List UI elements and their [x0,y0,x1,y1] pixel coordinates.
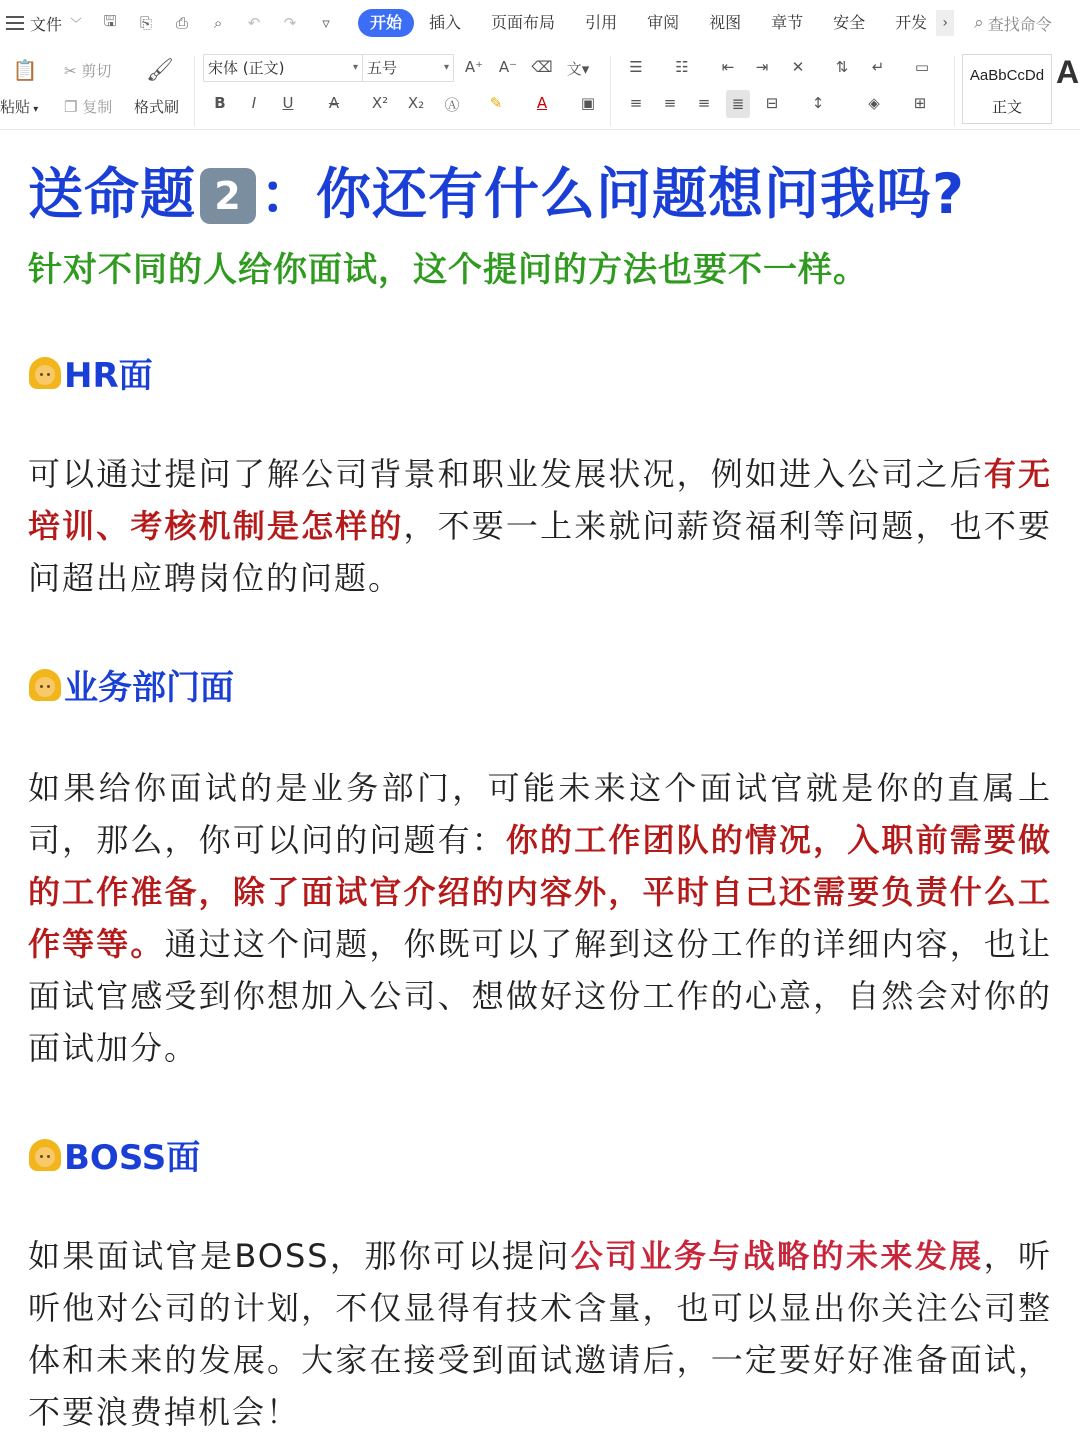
style-normal[interactable] [962,54,1052,124]
menu-bar [0,0,1080,46]
cut-button[interactable]: ✂ 剪切 [64,62,112,80]
align-left-icon[interactable]: ≡ [629,94,643,112]
numbered-list-icon[interactable]: ☷ [675,58,689,76]
borders-icon[interactable]: ⊞ [913,94,927,112]
divider [954,56,955,126]
align-center-icon[interactable]: ≡ [663,94,677,112]
section-heading-hr: HR面 [28,348,153,397]
tab-references[interactable]: 引用 [585,13,618,32]
paste-button[interactable]: 粘贴 ▾ [0,98,39,116]
page-subtitle: 针对不同的人给你面试，这个提问的方法也要不一样。 [28,250,868,290]
tab-review[interactable]: 审阅 [647,13,680,32]
phonetic-guide-icon[interactable]: 文▾ [566,60,590,78]
decrease-font-size-icon[interactable]: A⁻ [498,58,518,76]
woman-emoji-icon [28,356,62,390]
style-heading-partial[interactable]: A [1056,54,1080,90]
section-paragraph-boss: 如果面试官是BOSS，那你可以提问公司业务与战略的未来发展，听听他对公司的计划，不仅显得有技术含量，也可以显出你关注公司整体和未来的发展。大家在接受到面试邀请后，一定要好好准备面试，不要浪费掉机会！ [28,1237,1052,1431]
chinese-layout-icon[interactable]: ✕ [791,58,805,76]
command-search[interactable] [974,12,1052,35]
redo-icon[interactable]: ↷ [283,14,297,32]
clear-formatting-icon[interactable]: ⌫ [531,58,553,76]
style-label: 正文 [991,98,1022,116]
font-size-select[interactable]: 五号 ▾ [362,54,454,82]
increase-font-size-icon[interactable]: A⁺ [464,58,484,76]
woman-emoji-icon [28,1138,62,1172]
search-icon: ⌕ [974,13,984,33]
increase-indent-icon[interactable]: ⇥ [755,58,769,76]
chevron-down-icon: ▾ [443,62,449,73]
undo-icon[interactable]: ↶ [247,14,261,32]
strikethrough-button[interactable]: A [328,94,340,112]
bold-button[interactable]: B [214,94,226,112]
print-icon[interactable]: ⎙ [176,14,189,32]
tab-chapter[interactable]: 章节 [771,13,804,32]
export-pdf-icon[interactable]: ⎘ [140,14,153,32]
distributed-align-icon[interactable]: ⊟ [765,94,779,112]
divider [610,56,611,126]
line-spacing-icon[interactable]: ↕ [811,94,825,112]
subscript-button[interactable]: X₂ [407,94,425,112]
table-tools-icon[interactable]: ▭ [914,58,930,76]
hamburger-menu-icon[interactable] [6,16,24,30]
font-color-icon[interactable]: A [536,94,548,112]
show-marks-icon[interactable]: ↵ [871,58,885,76]
customize-quick-access-icon[interactable]: ▿ [322,14,330,32]
align-right-icon[interactable]: ≡ [697,94,711,112]
keycap-number-icon: 2 [200,168,256,224]
copy-icon: ❐ [64,98,78,116]
character-border-icon[interactable]: ▣ [580,94,596,112]
superscript-button[interactable]: X² [371,94,389,112]
ribbon-tabs [358,9,954,37]
save-icon[interactable]: 🖫 [103,11,117,30]
section-paragraph-hr: 可以通过提问了解公司背景和职业发展状况，例如进入公司之后有无培训、考核机制是怎样的，不要一上来就问薪资福利等问题，也不要问超出应聘岗位的问题。 [28,455,1052,597]
home-toolbar [0,46,1080,130]
paste-icon[interactable]: 📋 [12,58,38,82]
woman-emoji-icon [28,668,62,702]
command-search-placeholder: 查找命令 [987,14,1052,34]
format-painter-button[interactable]: 格式刷 [134,98,180,116]
tab-home[interactable]: 开始 [358,9,414,37]
tab-view[interactable]: 视图 [709,13,742,32]
tab-security[interactable]: 安全 [833,13,866,32]
tab-developer[interactable]: 开发 [895,13,928,32]
scissors-icon: ✂ [64,62,77,80]
tab-insert[interactable]: 插入 [429,13,462,32]
font-family-select[interactable]: 宋体 (正文) ▾ [203,54,363,82]
section-paragraph-business: 如果给你面试的是业务部门，可能未来这个面试官就是你的直属上司，那么，你可以问的问题有：你的工作团队的情况，入职前需要做的工作准备，除了面试官介绍的内容外，平时自己还需要负责什么工作等等。通过这个问题，你既可以了解到这份工作的详细内容，也让面试官感受到你想加入公司、想做好这份工作的心意，自然会对你的面试加分。 [28,769,1052,1067]
text-effects-icon[interactable]: Ⓐ [444,96,460,114]
underline-button[interactable]: U [282,94,294,112]
style-preview: AaBbCcDd [969,67,1045,84]
section-heading-business: 业务部门面 [28,660,234,709]
print-preview-icon[interactable]: ⌕ [213,14,223,32]
copy-button[interactable]: ❐ 复制 [64,98,113,116]
highlight-text: 公司业务与战略的未来发展 [570,1237,984,1275]
justify-icon[interactable]: ≣ [726,90,750,118]
tabs-scroll-right-icon[interactable]: › [936,10,954,36]
divider [194,56,195,126]
format-painter-icon[interactable]: 🖌 [146,58,174,83]
italic-button[interactable]: I [251,94,257,112]
sort-icon[interactable]: ⇅ [835,58,849,76]
page-title: 送命题 2 ：你还有什么问题想问我吗? [28,162,965,226]
tab-page-layout[interactable]: 页面布局 [491,13,556,32]
decrease-indent-icon[interactable]: ⇤ [721,58,735,76]
chevron-down-icon: ▾ [352,62,358,73]
highlight-color-icon[interactable]: ✎ [489,94,503,112]
highlight-text: 你的工作团队的情况，入职前需要做的工作准备，除了面试官介绍的内容外，平时自己还需要负责什么工作等等。 [28,821,1052,963]
bullet-list-icon[interactable]: ☰ [629,58,643,76]
section-heading-boss: BOSS面 [28,1130,200,1179]
chevron-down-icon[interactable]: ﹀ [70,17,82,30]
highlight-text: 有无培训、考核机制是怎样的 [28,455,1052,545]
file-menu[interactable]: 文件 [30,14,63,34]
shading-icon[interactable]: ◈ [868,94,880,112]
